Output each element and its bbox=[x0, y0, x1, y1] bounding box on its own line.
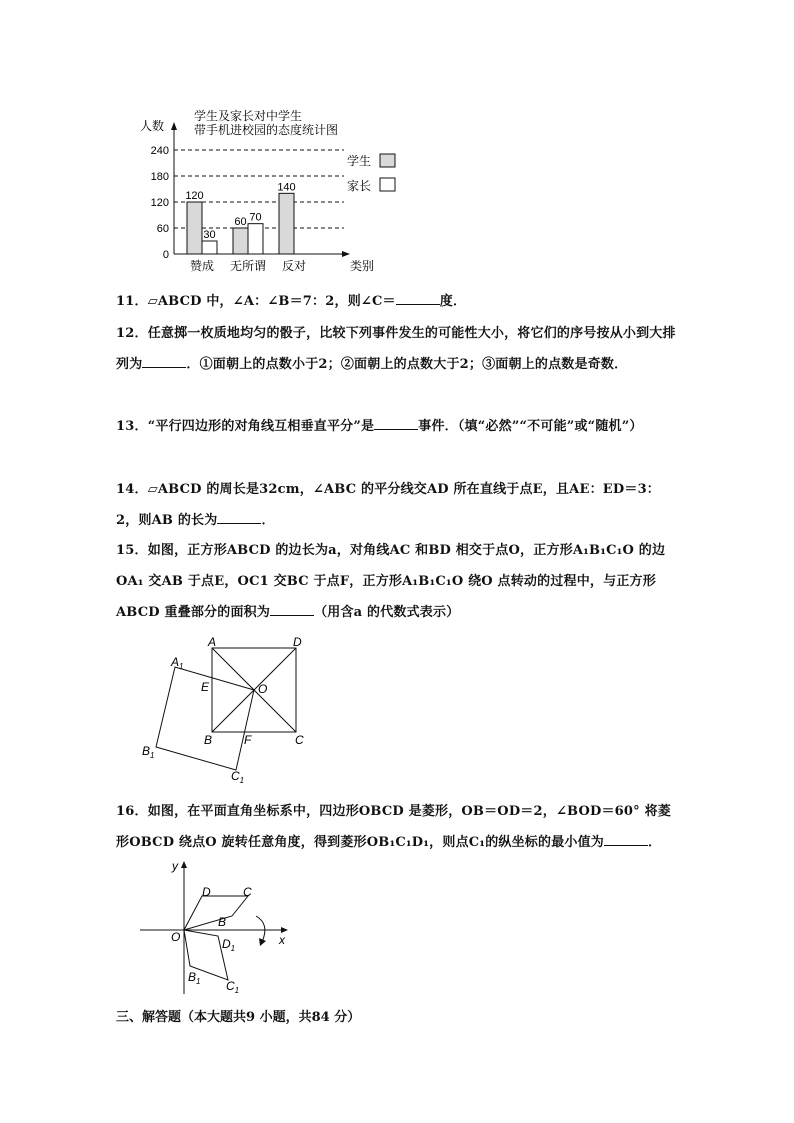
label-C: C bbox=[295, 733, 304, 747]
rotation-arrowhead-icon bbox=[259, 938, 266, 946]
q11-blank bbox=[396, 290, 440, 305]
legend-label-student: 学生 bbox=[347, 154, 372, 168]
label-y: y bbox=[172, 859, 178, 873]
label-A1: $A_1$ bbox=[171, 655, 184, 671]
chart-x-arrow bbox=[342, 251, 350, 257]
q16-blank bbox=[604, 831, 648, 846]
q11-text: 11．▱ABCD 中，∠A：∠B＝7：2，则∠C＝ bbox=[116, 294, 396, 309]
attitude-bar-chart bbox=[130, 108, 420, 278]
label-C1-16: $C_1$ bbox=[226, 979, 240, 995]
bar-0-1 bbox=[233, 228, 248, 254]
legend-swatch-student bbox=[380, 154, 395, 167]
label-C1: $C_1$ bbox=[231, 769, 245, 785]
label-A: A bbox=[208, 635, 217, 649]
label-B: B bbox=[204, 733, 213, 747]
question-12 bbox=[116, 318, 676, 380]
q16-text-end: ． bbox=[648, 835, 662, 850]
label-O16: O bbox=[171, 930, 181, 944]
question-13 bbox=[116, 411, 676, 442]
question-14 bbox=[116, 474, 676, 536]
x-tick-label: 反对 bbox=[281, 259, 307, 273]
q14-text-end: ． bbox=[261, 513, 275, 528]
bar-value-label: 140 bbox=[277, 181, 296, 194]
label-D1: $D_1$ bbox=[222, 937, 236, 953]
bar-1-1 bbox=[248, 224, 263, 254]
label-B16: B bbox=[218, 915, 227, 929]
chart-title-line2: 带手机进校园的态度统计图 bbox=[194, 123, 339, 137]
chart-y-arrow bbox=[171, 122, 177, 130]
rotation-arrow-icon bbox=[256, 916, 265, 942]
q13-blank bbox=[374, 415, 418, 430]
question-15 bbox=[116, 535, 676, 628]
legend-label-parent: 家长 bbox=[347, 179, 372, 193]
question-11 bbox=[116, 286, 676, 317]
legend-swatch-parent bbox=[380, 178, 395, 191]
bar-value-label: 30 bbox=[203, 229, 216, 241]
q15-text: 15．如图，正方形ABCD 的边长为a，对角线AC 和BD 相交于点O，正方形A₁B₁C₁O 的边OA₁ 交AB 于点E，OC1 交BC 于点F，正方形A₁B₁C₁O 绕O 点转动的过程中，与正方形ABCD 重叠部分的面积为 bbox=[116, 543, 666, 620]
q12-blank bbox=[142, 353, 186, 368]
bar-0-2 bbox=[279, 193, 294, 254]
chart-ylabel: 人数 bbox=[140, 119, 165, 133]
label-D: D bbox=[293, 635, 302, 649]
q14-blank bbox=[217, 509, 261, 524]
y-tick-label: 120 bbox=[150, 197, 169, 209]
y-tick-label: 240 bbox=[150, 145, 169, 157]
label-D16: D bbox=[202, 885, 211, 899]
figure-15-svg bbox=[138, 634, 318, 786]
q15-text-end: （用含a 的代数式表示） bbox=[314, 605, 460, 620]
chart-svg bbox=[130, 108, 420, 278]
figure-16 bbox=[138, 856, 298, 1002]
label-F: F bbox=[244, 733, 252, 747]
x-tick-label: 无所谓 bbox=[229, 259, 267, 273]
chart-xlabel: 类别 bbox=[350, 259, 375, 273]
q15-blank bbox=[270, 601, 314, 616]
q13-text: 13．“平行四边形的对角线互相垂直平分”是 bbox=[116, 419, 375, 434]
figure-15 bbox=[138, 634, 318, 790]
q12-text: 12．任意掷一枚质地均匀的骰子，比较下列事件发生的可能性大小，将它们的序号按从小到大排列为 bbox=[116, 326, 676, 372]
y-tick-label: 180 bbox=[150, 171, 169, 183]
label-O: O bbox=[258, 682, 268, 696]
axis-y-arrow bbox=[181, 861, 187, 868]
question-16 bbox=[116, 796, 676, 858]
bar-value-label: 120 bbox=[185, 190, 204, 202]
bar-0-0 bbox=[187, 202, 202, 254]
y-tick-label: 0 bbox=[162, 249, 169, 261]
q11-text-end: 度． bbox=[439, 294, 467, 309]
q12-text-end: ．①面朝上的点数小于2；②面朝上的点数大于2；③面朝上的点数是奇数． bbox=[186, 357, 628, 372]
bar-value-label: 70 bbox=[249, 211, 262, 224]
label-B1-16: $B_1$ bbox=[188, 970, 201, 986]
bar-1-0 bbox=[202, 241, 217, 254]
label-B1: $B_1$ bbox=[142, 744, 155, 760]
y-tick-label: 60 bbox=[156, 223, 169, 235]
label-x: x bbox=[279, 933, 285, 947]
x-tick-label: 赞成 bbox=[189, 259, 215, 273]
chart-title-line1: 学生及家长对中学生 bbox=[194, 109, 303, 123]
rhombus-obcd bbox=[184, 896, 248, 930]
label-E: E bbox=[201, 680, 210, 694]
figure-16-svg bbox=[138, 856, 298, 998]
section-3-heading: 三、解答题（本大题共9 小题，共84 分） bbox=[116, 1010, 361, 1025]
label-C16: C bbox=[243, 885, 252, 899]
q16-text: 16．如图，在平面直角坐标系中，四边形OBCD 是菱形，OB＝OD＝2，∠BOD＝60° 将菱形OBCD 绕点O 旋转任意角度，得到菱形OB₁C₁D₁，则点C₁的纵坐标的最小值为 bbox=[116, 804, 671, 850]
q14-text: 14．▱ABCD 的周长是32cm，∠ABC 的平分线交AD 所在直线于点E，且AE：ED＝3：2，则AB 的长为 bbox=[116, 482, 661, 528]
bar-value-label: 60 bbox=[234, 216, 247, 228]
q13-text-end: 事件．（填“必然”“不可能”或“随机”） bbox=[418, 419, 643, 434]
